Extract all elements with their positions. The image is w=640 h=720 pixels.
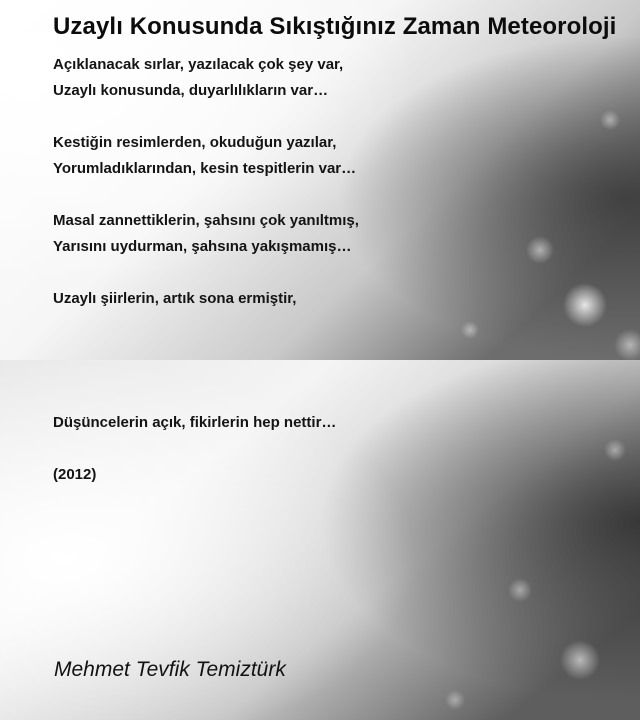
poem-body-bottom (53, 410, 336, 488)
poem-year: (2012) (53, 466, 97, 483)
poem-line: Kestiğin resimlerden, okuduğun yazılar, (53, 134, 337, 151)
poem-line: Masal zannettiklerin, şahsını çok yanıltmış, (53, 212, 359, 229)
stanza-gap (53, 436, 336, 462)
stanza-gap (53, 104, 359, 130)
poem-line: Yarısını uydurman, şahsına yakışmamış… (53, 238, 352, 255)
poem-line: Düşüncelerin açık, fikirlerin hep nettir… (53, 414, 337, 431)
poem-body-top (53, 52, 359, 312)
poem-line: Uzaylı şiirlerin, artık sona ermiştir, (53, 290, 297, 307)
poem-line: Açıklanacak sırlar, yazılacak çok şey var, (53, 56, 344, 73)
stanza-gap (53, 182, 359, 208)
poem-title: Uzaylı Konusunda Sıkıştığınız Zaman Meteoroloji (53, 13, 617, 40)
poem-line: Uzaylı konusunda, duyarlılıkların var… (53, 82, 329, 99)
poem-line: Yorumladıklarından, kesin tespitlerin var… (53, 160, 357, 177)
poem-card-bottom (0, 360, 640, 720)
stanza-gap (53, 260, 359, 286)
poem-author: Mehmet Tevfik Temiztürk (54, 658, 286, 681)
